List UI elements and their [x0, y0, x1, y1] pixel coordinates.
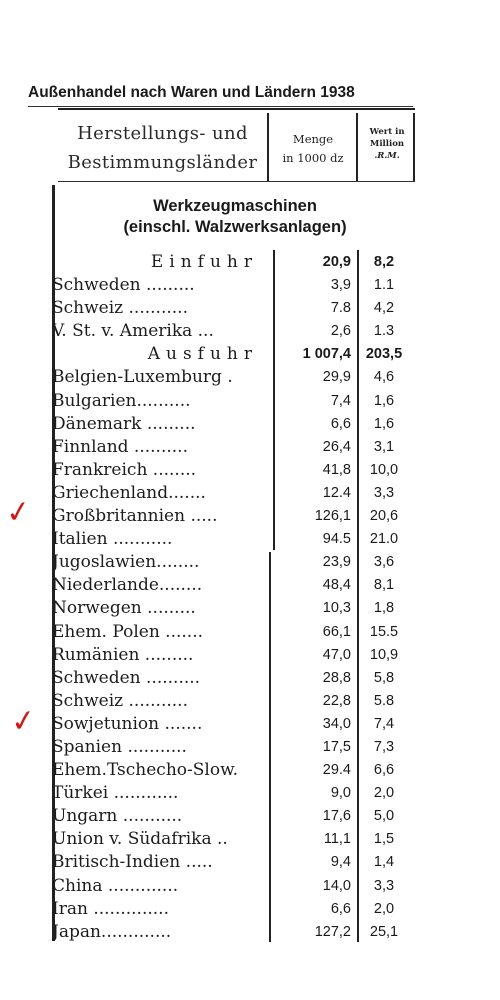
country-name: Ehem. Polen ....... [52, 621, 204, 642]
table-row [52, 459, 412, 482]
value-amount: 7,3 [373, 738, 395, 755]
country-name: Spanien ........... [52, 736, 187, 757]
table-row [52, 898, 412, 921]
table-row [52, 413, 412, 436]
value-amount: 10,9 [369, 646, 399, 663]
quantity-value: 34,0 [322, 715, 351, 732]
country-name: Britisch-Indien ..... [52, 852, 213, 873]
section-heading-line2: (einschl. Walzwerksanlagen) [123, 218, 347, 236]
quantity-value: 7.8 [330, 300, 351, 317]
quantity-value: 9,0 [330, 785, 351, 802]
value-amount: 1,4 [373, 854, 395, 871]
table-row [52, 251, 412, 274]
country-name: V. St. v. Amerika ... [52, 321, 214, 342]
value-amount: 5,0 [373, 808, 395, 825]
data-table [52, 251, 412, 944]
value-amount: 1,6 [373, 392, 395, 409]
quantity-value: 2,6 [330, 323, 351, 340]
table-row [52, 390, 412, 413]
country-name: Jugoslawien........ [52, 552, 200, 573]
country-name: Ungarn ........... [52, 806, 183, 827]
value-amount: 3,3 [373, 877, 395, 894]
quantity-value: 26,4 [322, 438, 351, 455]
table-row [52, 667, 412, 690]
table-row [52, 782, 412, 805]
quantity-value: 12.4 [322, 484, 351, 501]
header-country-line1: Herstellungs- und [77, 123, 248, 144]
country-name: Union v. Südafrika .. [52, 829, 228, 850]
country-name: Rumänien ......... [52, 644, 194, 665]
table-row [52, 551, 412, 574]
quantity-value: 28,8 [322, 669, 351, 686]
table-row [52, 574, 412, 597]
table-row [52, 713, 412, 736]
header-quantity-column [270, 130, 356, 168]
quantity-value: 127,2 [314, 923, 351, 940]
quantity-value: 6,6 [330, 900, 351, 917]
table-row [52, 505, 412, 528]
value-amount: 8,2 [373, 254, 395, 270]
value-amount: 7,4 [373, 715, 395, 732]
quantity-value: 1 007,4 [302, 346, 351, 363]
table-row [52, 343, 412, 366]
country-name: Schweiz ........... [52, 298, 188, 319]
country-name: Ehem.Tschecho-Slow. [52, 760, 239, 781]
header-value-line2: Million [369, 139, 405, 149]
country-name: Ausfuhr [147, 344, 258, 365]
country-name: Dänemark ......... [52, 413, 196, 434]
value-amount: 4,2 [373, 300, 395, 317]
table-row [52, 828, 412, 851]
value-amount: 2,0 [373, 785, 395, 802]
value-amount: 2,0 [373, 900, 395, 917]
header-value-line3: .R.M. [374, 151, 400, 161]
header-quantity-line1: Menge [292, 132, 334, 146]
title-rule [28, 106, 413, 107]
section-heading-line1: Werkzeugmaschinen [153, 197, 317, 215]
quantity-value: 17,6 [322, 808, 351, 825]
value-amount: 5,8 [373, 669, 395, 686]
table-row [52, 597, 412, 620]
header-top-rule [58, 108, 415, 110]
country-name: Iran .............. [52, 898, 169, 919]
quantity-value: 7,4 [330, 392, 351, 409]
country-name: Niederlande........ [52, 575, 203, 596]
table-row [52, 875, 412, 898]
header-value-line1: Wert in [369, 127, 405, 137]
country-name: Griechenland....... [52, 482, 206, 503]
country-name: Einfuhr [150, 252, 258, 272]
quantity-value: 41,8 [322, 461, 351, 478]
quantity-value: 47,0 [322, 646, 351, 663]
country-name: Finnland .......... [52, 436, 188, 457]
quantity-value: 17,5 [322, 738, 351, 755]
quantity-value: 29,9 [322, 369, 351, 386]
header-country-line2: Bestimmungsländer [67, 152, 258, 173]
header-bottom-rule [58, 181, 415, 182]
quantity-value: 6,6 [330, 415, 351, 432]
red-check-mark-icon: ✓ [8, 702, 39, 741]
value-amount: 10,0 [369, 461, 399, 478]
quantity-value: 126,1 [314, 508, 351, 525]
header-divider-1 [267, 113, 269, 182]
value-amount: 3,1 [373, 438, 395, 455]
value-amount: 20,6 [369, 508, 399, 525]
value-amount: 8,1 [373, 577, 395, 594]
value-amount: 1.3 [373, 323, 395, 340]
quantity-value: 48,4 [322, 577, 351, 594]
country-name: Bulgarien.......... [52, 390, 191, 411]
value-amount: 4,6 [373, 369, 395, 386]
country-name: Schweiz ........... [52, 690, 188, 711]
table-row [52, 736, 412, 759]
header-quantity-line2: in 1000 dz [282, 151, 344, 165]
section-heading [60, 196, 410, 238]
country-name: Schweden ......... [52, 275, 195, 296]
value-amount: 21.0 [369, 531, 399, 548]
table-row [52, 297, 412, 320]
page-title: Außenhandel nach Waren und Ländern 1938 [28, 84, 355, 101]
value-amount: 3,3 [373, 484, 395, 501]
country-name: Frankreich ........ [52, 459, 197, 480]
red-check-mark-icon: ✓ [3, 493, 34, 532]
quantity-value: 10,3 [322, 600, 351, 617]
table-row [52, 921, 412, 944]
table-row [52, 759, 412, 782]
quantity-value: 11,1 [323, 831, 351, 848]
country-name: Schweden .......... [52, 667, 201, 688]
quantity-value: 23,9 [322, 554, 351, 571]
value-amount: 5.8 [373, 692, 395, 709]
value-amount: 3,6 [373, 554, 395, 571]
header-divider-2 [356, 113, 358, 182]
quantity-value: 20,9 [322, 254, 351, 270]
quantity-value: 29.4 [322, 762, 351, 779]
value-amount: 25,1 [369, 923, 399, 940]
table-row [52, 690, 412, 713]
table-row [52, 851, 412, 874]
quantity-value: 3,9 [330, 277, 351, 294]
quantity-value: 22,8 [322, 692, 351, 709]
table-row [52, 366, 412, 389]
value-amount: 1.1 [373, 277, 395, 294]
table-row [52, 621, 412, 644]
header-value-column [359, 126, 415, 162]
table-row [52, 805, 412, 828]
value-amount: 1,8 [373, 600, 395, 617]
country-name: Norwegen ......... [52, 598, 196, 619]
value-amount: 6,6 [373, 762, 395, 779]
header-divider-3 [413, 113, 415, 182]
table-row [52, 644, 412, 667]
table-row [52, 320, 412, 343]
quantity-value: 94.5 [322, 531, 351, 548]
quantity-value: 14,0 [322, 877, 351, 894]
table-row [52, 436, 412, 459]
country-name: Großbritannien ..... [52, 506, 218, 527]
quantity-value: 9,4 [330, 854, 351, 871]
country-name: Italien ........... [52, 529, 173, 550]
country-name: Belgien-Luxemburg . [52, 367, 233, 388]
country-name: Japan............. [52, 921, 172, 942]
country-name: China ............. [52, 875, 179, 896]
table-row [52, 274, 412, 297]
country-name: Sowjetunion ....... [52, 713, 203, 734]
quantity-value: 66,1 [322, 623, 351, 640]
country-name: Türkei ............ [52, 783, 179, 804]
table-row [52, 528, 412, 551]
value-amount: 15.5 [369, 623, 399, 640]
header-country-column [60, 119, 265, 177]
value-amount: 1,5 [373, 831, 395, 848]
value-amount: 1,6 [373, 415, 395, 432]
table-row [52, 482, 412, 505]
value-amount: 203,5 [365, 346, 403, 363]
